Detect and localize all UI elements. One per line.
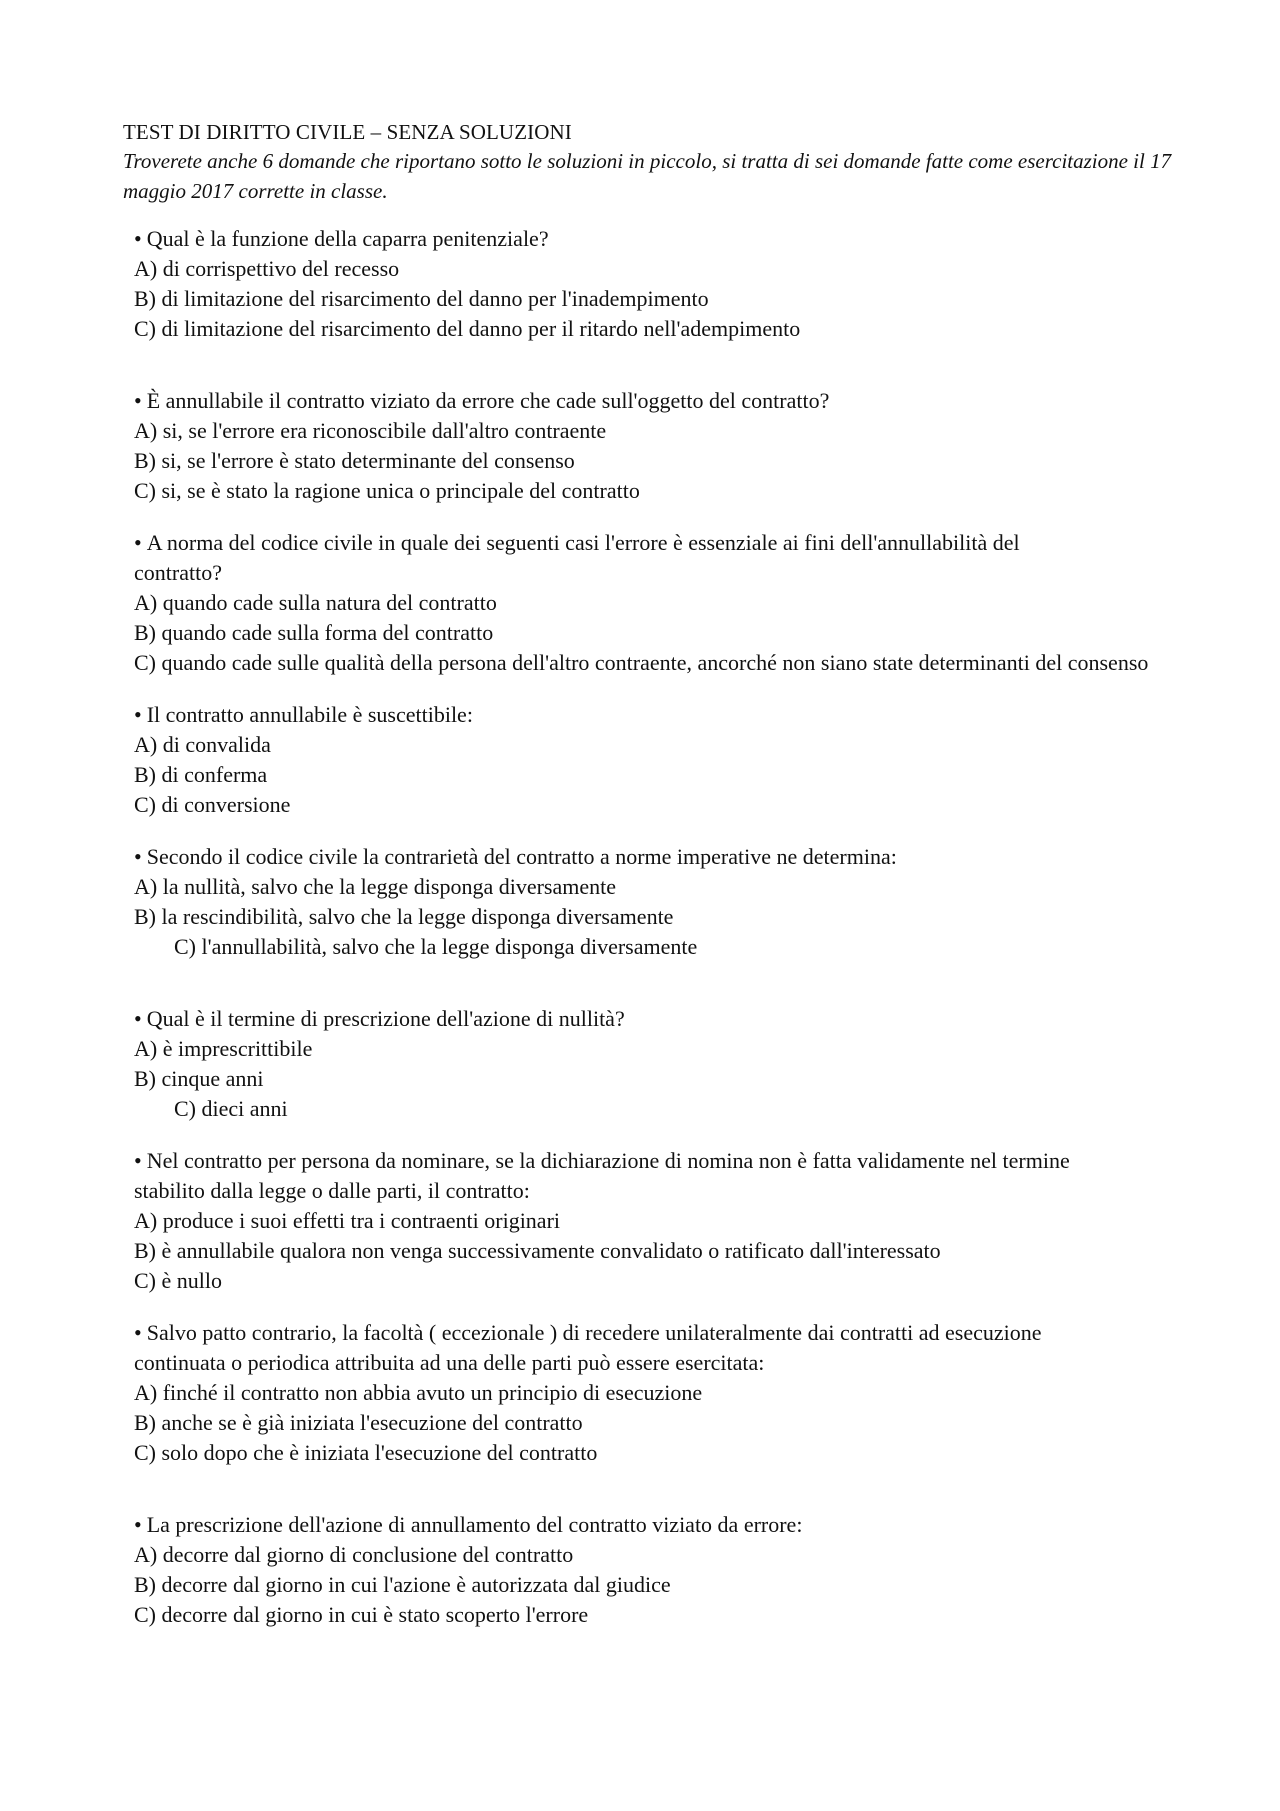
answer-option-c: C) solo dopo che è iniziata l'esecuzione del contratto (134, 1440, 598, 1465)
answer-option-c: C) si, se è stato la ragione unica o principale del contratto (134, 478, 640, 503)
question-text: È annullabile il contratto viziato da errore che cade sull'oggetto del contratto? (146, 388, 830, 413)
bullet-icon: • (134, 844, 142, 869)
question-text: Secondo il codice civile la contrarietà del contratto a norme imperative ne determina: (146, 844, 897, 869)
answer-option-b: B) si, se l'errore è stato determinante del consenso (134, 448, 575, 473)
answer-option-b: B) decorre dal giorno in cui l'azione è autorizzata dal giudice (134, 1572, 671, 1597)
answer-option-c: C) è nullo (134, 1268, 222, 1293)
answer-option-a: A) quando cade sulla natura del contratto (134, 590, 497, 615)
question-text: Nel contratto per persona da nominare, se la dichiarazione di nomina non è fatta validamente nel termine stabilito dalla legge o dalle parti, il contratto: (134, 1148, 1070, 1203)
answer-option-c: C) di limitazione del risarcimento del danno per il ritardo nell'adempimento (134, 316, 801, 341)
answer-option-a: A) di convalida (134, 732, 271, 757)
question-item (134, 1146, 1194, 1296)
bullet-icon: • (134, 1006, 142, 1031)
document-header (123, 118, 1183, 206)
answer-option-a: A) decorre dal giorno di conclusione del contratto (134, 1542, 574, 1567)
answer-option-a: A) è imprescrittibile (134, 1036, 313, 1061)
answer-option-b: B) cinque anni (134, 1066, 264, 1091)
answer-option-b: B) è annullabile qualora non venga successivamente convalidato o ratificato dall'interessato (134, 1238, 941, 1263)
question-text: La prescrizione dell'azione di annullamento del contratto viziato da errore: (146, 1512, 803, 1537)
answer-option-c: C) l'annullabilità, salvo che la legge disponga diversamente (174, 934, 698, 959)
bullet-icon: • (134, 702, 142, 727)
answer-option-b: B) quando cade sulla forma del contratto (134, 620, 494, 645)
question-item (134, 1318, 1194, 1468)
answer-option-a: A) la nullità, salvo che la legge disponga diversamente (134, 874, 617, 899)
question-item (134, 842, 1194, 962)
answer-option-b: B) la rescindibilità, salvo che la legge disponga diversamente (134, 904, 674, 929)
bullet-icon: • (134, 388, 142, 413)
answer-option-c: C) di conversione (134, 792, 291, 817)
answer-option-a: A) si, se l'errore era riconoscibile dall'altro contraente (134, 418, 607, 443)
question-text: Qual è il termine di prescrizione dell'azione di nullità? (146, 1006, 625, 1031)
bullet-icon: • (134, 530, 142, 555)
question-item (134, 700, 1194, 820)
question-text: Il contratto annullabile è suscettibile: (146, 702, 473, 727)
answer-option-b: B) di conferma (134, 762, 268, 787)
answer-option-b: B) di limitazione del risarcimento del danno per l'inadempimento (134, 286, 709, 311)
answer-option-c: C) dieci anni (174, 1096, 288, 1121)
bullet-icon: • (134, 1512, 142, 1537)
answer-option-a: A) di corrispettivo del recesso (134, 256, 400, 281)
answer-option-b: B) anche se è già iniziata l'esecuzione del contratto (134, 1410, 583, 1435)
answer-option-a: A) finché il contratto non abbia avuto un principio di esecuzione (134, 1380, 703, 1405)
answer-option-a: A) produce i suoi effetti tra i contraenti originari (134, 1208, 561, 1233)
question-item (134, 1510, 1194, 1630)
document-title: TEST DI DIRITTO CIVILE – SENZA SOLUZIONI (123, 120, 572, 144)
document-subtitle: Troverete anche 6 domande che riportano sotto le soluzioni in piccolo, si tratta di sei domande fatte come esercitazione il 17 maggio 2017 corrette in classe. (123, 149, 1172, 203)
question-item (134, 386, 1194, 506)
question-list (134, 224, 1194, 1630)
bullet-icon: • (134, 226, 142, 251)
bullet-icon: • (134, 1320, 142, 1345)
question-item (134, 224, 1194, 344)
answer-option-c: C) quando cade sulle qualità della persona dell'altro contraente, ancorché non siano state determinanti del consenso (134, 650, 1149, 675)
question-text: A norma del codice civile in quale dei seguenti casi l'errore è essenziale ai fini dell'annullabilità del contratto? (134, 530, 1020, 585)
question-text: Qual è la funzione della caparra penitenziale? (146, 226, 549, 251)
bullet-icon: • (134, 1148, 142, 1173)
question-text: Salvo patto contrario, la facoltà ( eccezionale ) di recedere unilateralmente dai contratti ad esecuzione continuata o periodica attribuita ad una delle parti può essere esercitata: (134, 1320, 1042, 1375)
answer-option-c: C) decorre dal giorno in cui è stato scoperto l'errore (134, 1602, 589, 1627)
question-item (134, 528, 1194, 678)
question-item (134, 1004, 1194, 1124)
